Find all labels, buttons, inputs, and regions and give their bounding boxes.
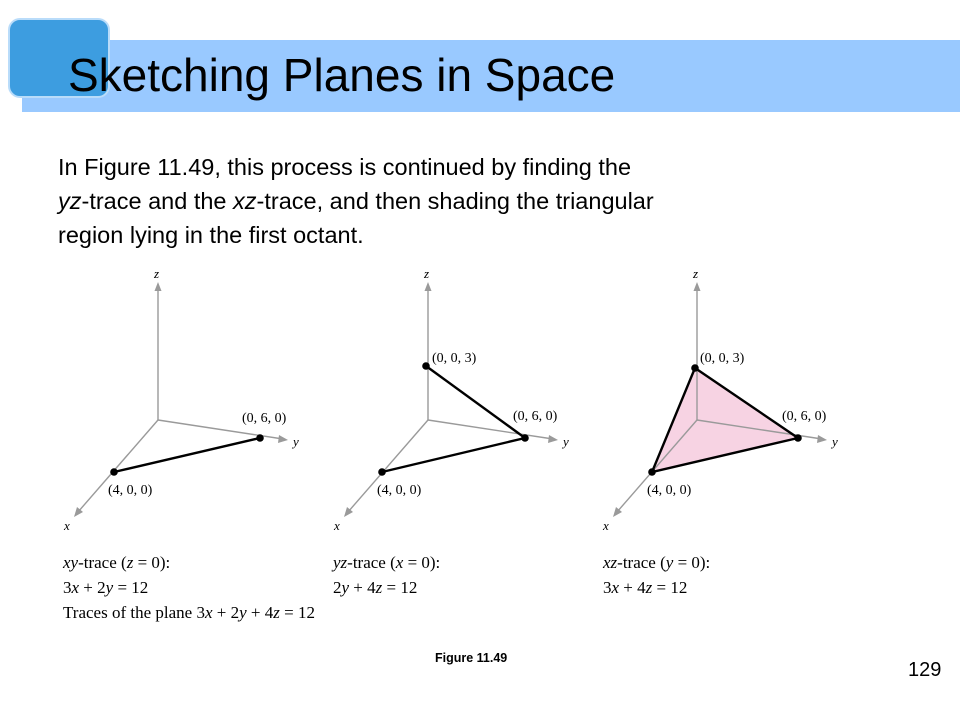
body-line-1: In Figure 11.49, this process is continued by finding the bbox=[58, 154, 632, 180]
traces-text: + 4 bbox=[246, 603, 274, 622]
equation-yz-trace bbox=[333, 578, 417, 597]
point-y-intercept bbox=[521, 434, 529, 442]
eq-part: = 12 bbox=[652, 578, 688, 597]
z-axis-arrow bbox=[425, 282, 432, 291]
traces-text: = 12 bbox=[279, 603, 315, 622]
x-axis-label: x bbox=[334, 518, 340, 533]
label-x-intercept: (4, 0, 0) bbox=[377, 483, 422, 498]
traces-figure bbox=[55, 262, 875, 642]
eq-var: y bbox=[105, 578, 114, 597]
label-x-intercept: (4, 0, 0) bbox=[108, 483, 153, 498]
caption-cond-var: y bbox=[665, 553, 674, 572]
equation-xz-trace bbox=[603, 578, 687, 597]
y-axis-label: y bbox=[563, 434, 569, 449]
eq-var: x bbox=[71, 578, 80, 597]
y-axis-arrow bbox=[548, 435, 558, 443]
point-z-intercept bbox=[422, 362, 430, 370]
point-x-intercept bbox=[110, 468, 118, 476]
caption-trace-name: xz bbox=[603, 553, 618, 572]
eq-part: + 4 bbox=[349, 578, 376, 597]
eq-var: z bbox=[375, 578, 383, 597]
x-axis-label: x bbox=[64, 518, 70, 533]
caption-trace-name: xy bbox=[63, 553, 79, 572]
eq-var: x bbox=[611, 578, 620, 597]
y-axis-arrow bbox=[278, 435, 288, 443]
x-axis-label: x bbox=[603, 518, 609, 533]
caption-yz-trace bbox=[331, 553, 440, 572]
label-y-intercept: (0, 6, 0) bbox=[242, 411, 287, 426]
trace-line-xy bbox=[382, 438, 525, 472]
x-axis bbox=[348, 420, 428, 512]
slide-title: Sketching Planes in Space bbox=[68, 49, 616, 101]
z-axis-arrow bbox=[694, 282, 701, 291]
caption-cond-var: x bbox=[395, 553, 404, 572]
eq-part: + 4 bbox=[619, 578, 646, 597]
body-yz-term: yz bbox=[58, 188, 82, 214]
z-axis-label: z bbox=[154, 266, 160, 281]
caption-cond-text: = 0): bbox=[673, 553, 711, 572]
label-z-intercept: (0, 0, 3) bbox=[432, 351, 477, 366]
y-axis-label: y bbox=[293, 434, 299, 449]
equation-xy-trace bbox=[63, 578, 148, 597]
body-line-3: region lying in the first octant. bbox=[58, 222, 364, 248]
label-x-intercept: (4, 0, 0) bbox=[647, 483, 692, 498]
y-axis-label: y bbox=[832, 434, 838, 449]
label-z-intercept: (0, 0, 3) bbox=[700, 351, 745, 366]
caption-cond-text: = 0): bbox=[403, 553, 441, 572]
caption-trace-text: -trace ( bbox=[617, 553, 666, 572]
panel-yz-trace bbox=[331, 266, 569, 597]
traces-of-plane-caption bbox=[63, 603, 315, 622]
eq-part: = 12 bbox=[382, 578, 418, 597]
x-axis bbox=[617, 420, 697, 512]
z-axis-label: z bbox=[693, 266, 699, 281]
eq-part: 3 bbox=[603, 578, 612, 597]
x-axis bbox=[78, 420, 158, 512]
traces-var: x bbox=[204, 603, 213, 622]
caption-trace-name: yz bbox=[333, 553, 348, 572]
trace-line-xy bbox=[114, 438, 260, 472]
traces-var: z bbox=[273, 603, 280, 622]
point-x-intercept bbox=[648, 468, 656, 476]
panel-xz-trace bbox=[602, 266, 838, 597]
caption-trace-text: -trace ( bbox=[347, 553, 396, 572]
panel-xy-trace bbox=[62, 266, 299, 597]
body-xz-term: xz bbox=[233, 188, 257, 214]
point-y-intercept bbox=[256, 434, 264, 442]
eq-var: y bbox=[341, 578, 350, 597]
body-paragraph bbox=[58, 150, 918, 252]
point-z-intercept bbox=[691, 364, 699, 372]
eq-part: 2 bbox=[333, 578, 342, 597]
point-y-intercept bbox=[794, 434, 802, 442]
caption-xy-trace bbox=[62, 553, 170, 572]
label-y-intercept: (0, 6, 0) bbox=[782, 409, 827, 424]
traces-text: Traces of the plane 3 bbox=[63, 603, 205, 622]
caption-cond-text: = 0): bbox=[133, 553, 171, 572]
body-line-2 bbox=[58, 184, 918, 218]
caption-cond-var: z bbox=[126, 553, 134, 572]
eq-part: = 12 bbox=[113, 578, 149, 597]
page-number: 129 bbox=[908, 659, 942, 681]
z-axis-arrow bbox=[155, 282, 162, 291]
traces-var: y bbox=[239, 603, 247, 622]
figure-caption: Figure 11.49 bbox=[435, 651, 508, 665]
eq-part: + 2 bbox=[79, 578, 106, 597]
point-x-intercept bbox=[378, 468, 386, 476]
y-axis-arrow bbox=[817, 435, 827, 443]
eq-var: z bbox=[645, 578, 653, 597]
z-axis-label: z bbox=[424, 266, 430, 281]
traces-text: + 2 bbox=[212, 603, 240, 622]
caption-xz-trace bbox=[602, 553, 710, 572]
eq-part: 3 bbox=[63, 578, 72, 597]
label-y-intercept: (0, 6, 0) bbox=[513, 409, 558, 424]
body-text-segment: -trace, and then shading the triangular bbox=[256, 188, 654, 214]
body-text-segment: -trace and the bbox=[81, 188, 234, 214]
caption-trace-text: -trace ( bbox=[78, 553, 127, 572]
